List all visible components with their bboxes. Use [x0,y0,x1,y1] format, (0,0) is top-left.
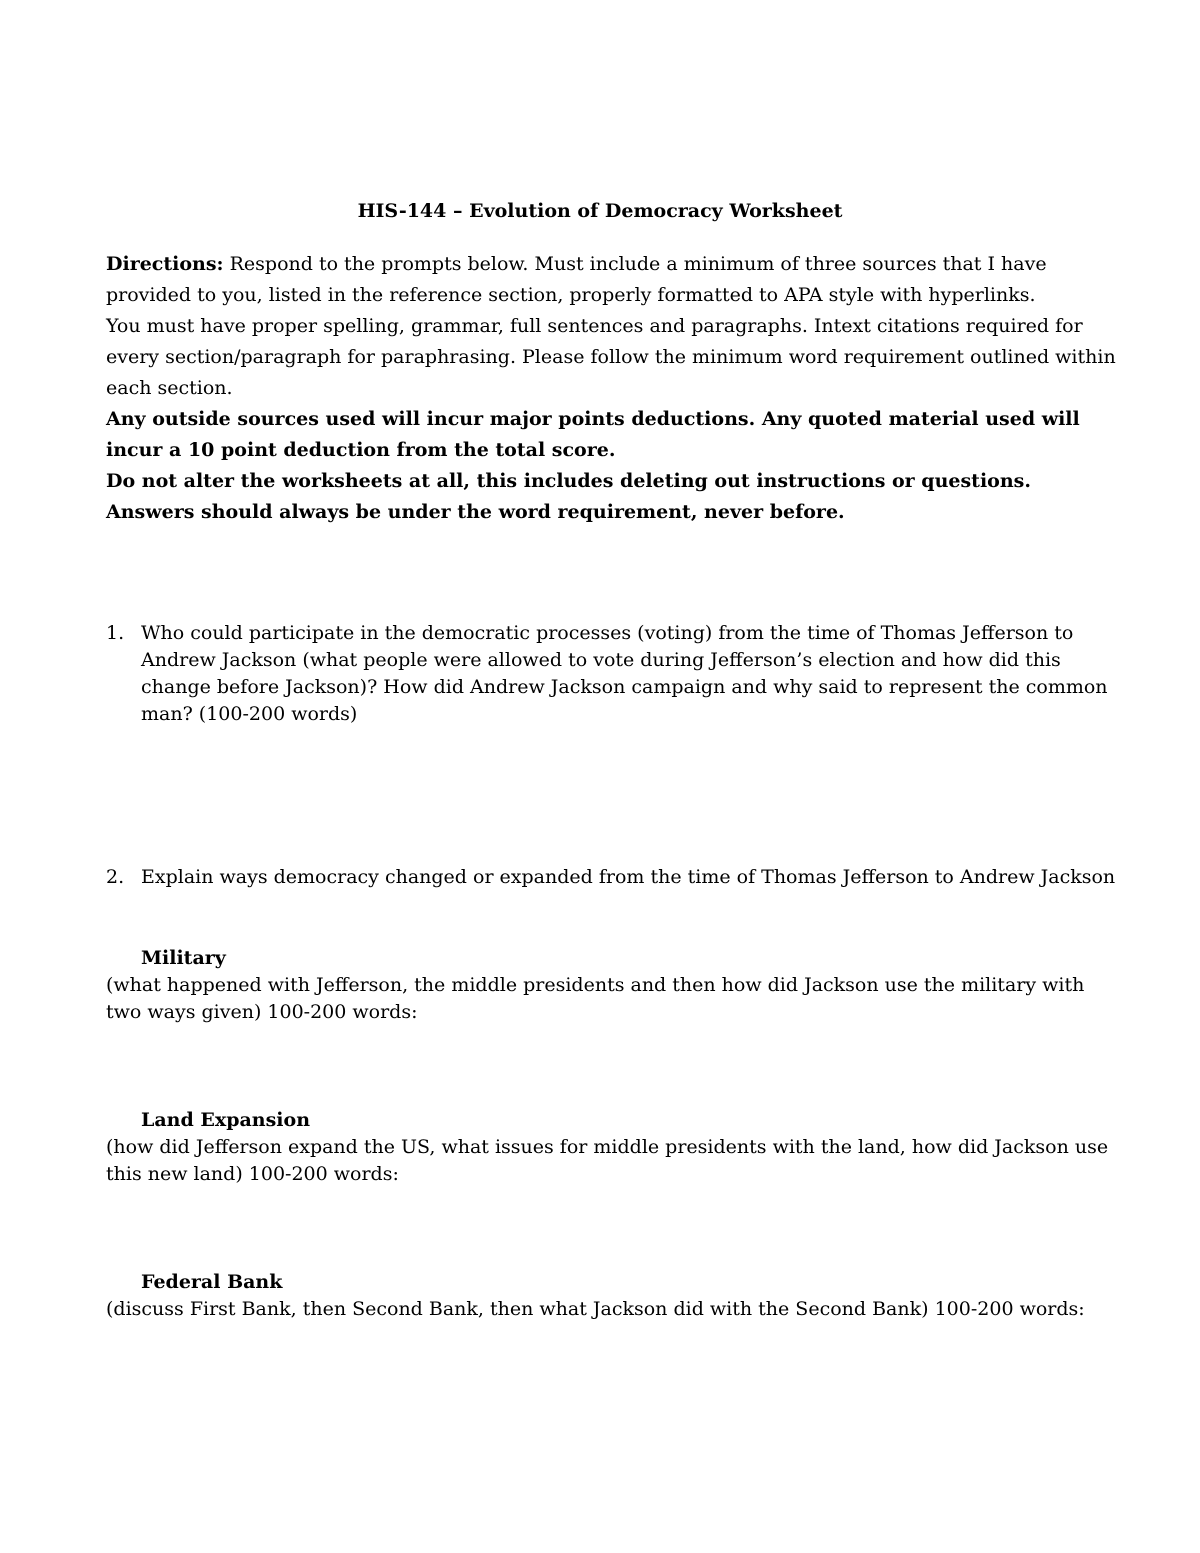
question-text: Who could participate in the democratic processes (voting) from the time of Thomas Jefferson to Andrew Jackson (what people were allowed to vote during Jefferson’s election and how did this change before Jackson)? How did Andrew Jackson campaign and why said to represent the common man? (100-200 words) [141,622,1108,725]
subsection-heading: Land Expansion [141,1109,311,1131]
subsection-prompt: (what happened with Jefferson, the middle presidents and then how did Jackson use the military with two ways given) 100-200 words: [106,974,1085,1023]
question-text: Explain ways democracy changed or expanded from the time of Thomas Jefferson to Andrew Jackson [141,866,1116,888]
subsection-land-expansion [106,1107,1116,1188]
directions-warning-sources: Any outside sources used will incur major points deductions. Any quoted material used will incur a 10 point deduction from the total score. [106,408,1080,461]
question-number: 2. [106,866,125,888]
subsection-prompt: (discuss First Bank, then Second Bank, then what Jackson did with the Second Bank) 100-200 words: [106,1298,1085,1320]
directions-text-1: Respond to the prompts below. Must include a minimum of three sources that I have provided to you, listed in the reference section, properly formatted to APA style with hyperlinks. [106,253,1047,306]
question-1 [106,620,1116,728]
subsection-heading: Military [141,947,226,969]
subsection-military [106,945,1116,1026]
directions-paragraph [106,249,1116,311]
directions-text-2: You must have proper spelling, grammar, full sentences and paragraphs. Intext citations required for every section/paragraph for paraphrasing. Please follow the minimum word requirement outlined within each section. [106,315,1116,399]
subsection-heading: Federal Bank [141,1271,283,1293]
worksheet-title: HIS-144 – Evolution of Democracy Worksheet [357,200,843,222]
directions-label: Directions: [106,253,224,275]
question-2 [106,864,1116,891]
subsection-federal-bank [106,1269,1116,1323]
directions-warning-alter: Do not alter the worksheets at all, this includes deleting out instructions or questions. Answers should always be under the word requirement, never before. [106,470,1031,523]
question-number: 1. [106,622,125,644]
directions-section [106,249,1116,528]
subsection-prompt: (how did Jefferson expand the US, what issues for middle presidents with the land, how did Jackson use this new land) 100-200 words: [106,1136,1109,1185]
